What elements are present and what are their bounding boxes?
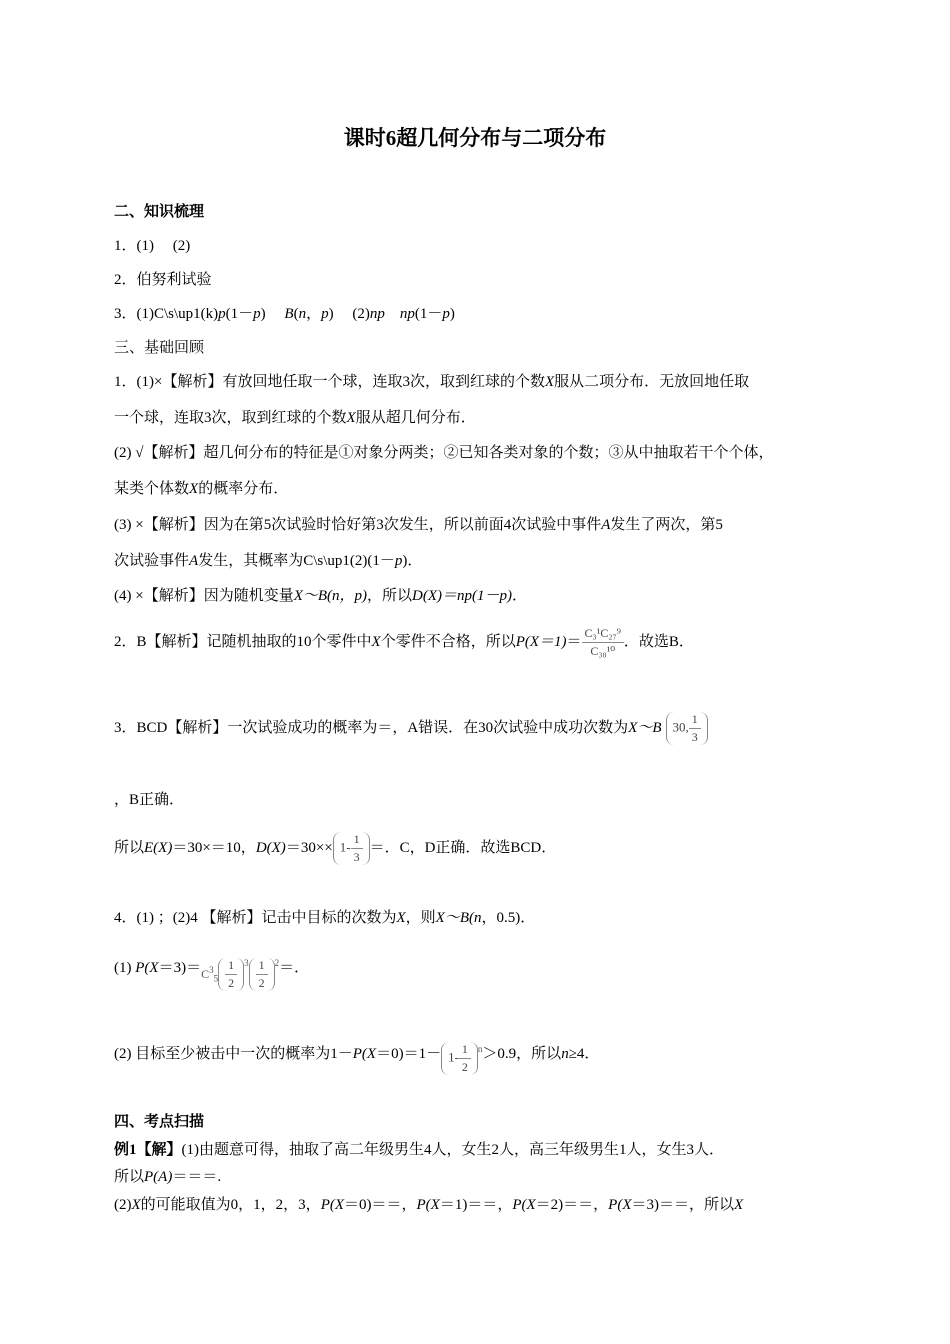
section-heading-knowledge: 二、知识梳理 (114, 204, 205, 220)
question-4-part-1: (1) $P(X=3)=_{C^3_5}$ $\frac{1}{2}$ $^3$ $\frac{1}{2}$ $^2$＝． (114, 957, 310, 990)
question-4-line: 4．(1) ；(2)4 【解析】记击中目标的次数为X，则X～B(n，0.5)． (114, 910, 536, 926)
question-3-line-b: ，B正确． (114, 792, 185, 808)
review-3-line-a: (3) ×【解析】因为在第5次试验时恰好第3次发生，所以前面4次试验中事件A发生了两次，第5 (114, 517, 723, 533)
review-1-line-b: 一个球，连取3次，取到红球的个数X服从超几何分布． (114, 410, 476, 426)
review-2-line-b: 某类个体数X的概率分布． (114, 481, 289, 497)
question-3-line-a: 3．BCD【解析】一次试验成功的概率为＝，A错误．在30次试验中成功次数为X～B 30, $\frac{1}{3}$ (114, 712, 708, 745)
review-4-line: (4) ×【解析】因为随机变量X～B(n，p)，所以D(X)＝np(1－p)． (114, 588, 528, 604)
section-heading-scan: 四、考点扫描 (114, 1114, 205, 1130)
example-1-line-a: 例1【解】(1)由题意可得，抽取了高二年级男生4人，女生2人，高三年级男生1人，女生3人． (114, 1142, 725, 1158)
section-heading-review: 三、基础回顾 (114, 340, 205, 356)
question-2-line: 2．B【解析】记随机抽取的10个零件中X个零件不合格，所以P(X＝1)＝ $\frac{\text{C₃¹C₂₇⁹}}{\text{C₃₀¹⁰}}$ ．故选B． (114, 626, 694, 658)
question-4-part-2: (2) 目标至少被击中一次的概率为1－P(X＝0)＝1－ 1- $\frac{1}{2}$ $^n$＞0.9，所以n≥4． (114, 1042, 600, 1074)
page-title: 课时6超几何分布与二项分布 (343, 126, 607, 150)
review-3-line-b: 次试验事件A发生，其概率为C\s\up1(2)(1－p)． (114, 553, 423, 569)
review-1-line-a: 1．(1)×【解析】有放回地任取一个球，连取3次，取到红球的个数X服从二项分布．无放回地任取 (114, 374, 750, 390)
question-3-line-c: 所以E(X)＝30×＝10，D(X)＝30×× 1- $\frac{1}{3}$ ＝．C，D正确．故选BCD． (114, 832, 557, 864)
fraction-combination: $\frac{\text{C₃¹C₂₇⁹}}{\text{C₃₀¹⁰}}$ (582, 626, 624, 659)
knowledge-line-2: 2．伯努利试验 (114, 272, 212, 288)
one-minus-fraction: 1- $\frac{1}{3}$ (333, 832, 370, 865)
example-1-line-c: (2)X的可能取值为0，1，2，3，P(X＝0)＝＝，P(X＝1)＝＝，P(X＝2)＝＝，P(X＝3)＝＝，所以X (114, 1197, 744, 1213)
knowledge-line-3: 3．(1)C\s\up1(k)p(1－p) B(n，p) (2)np np(1－p) (114, 306, 455, 322)
knowledge-line-1: 1．(1) (2) (114, 238, 191, 254)
example-1-line-b: 所以P(A)＝＝＝. (114, 1169, 222, 1185)
review-2-line-a: (2) √【解析】超几何分布的特征是①对象分两类；②已知各类对象的个数；③从中抽取若干个个体， (114, 445, 774, 461)
binomial-params: 30, $\frac{1}{3}$ (666, 712, 708, 745)
